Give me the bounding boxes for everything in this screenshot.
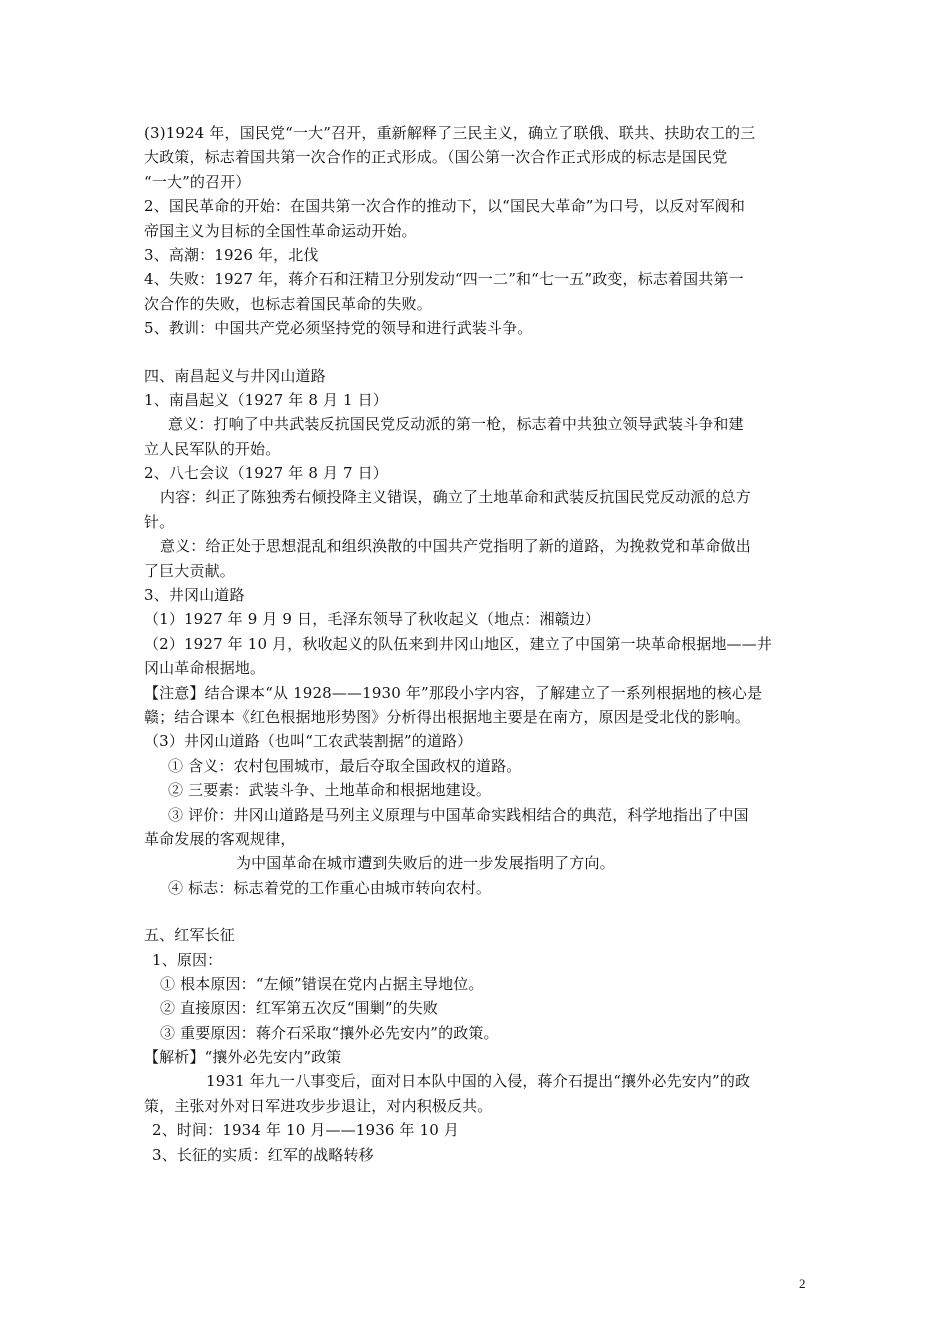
- text-line: 大政策，标志着国共第一次合作的正式形成。（国公第一次合作正式形成的标志是国民党: [144, 148, 728, 167]
- text-line: （1）1927 年 9 月 9 日，毛泽东领导了秋收起义（地点：湘赣边）: [144, 610, 601, 629]
- text-line: ① 根本原因：“左倾”错误在党内占据主导地位。: [160, 974, 484, 993]
- text-line: 2、八七会议（1927 年 8 月 7 日）: [144, 464, 388, 483]
- text-line: ③ 重要原因：蒋介石采取“攘外必先安内”的政策。: [160, 1023, 499, 1042]
- text-line: 4、失败：1927 年，蒋介石和汪精卫分别发动“四一二”和“七一五”政变，标志着国共第一: [144, 270, 744, 289]
- text-line: 策，主张对外对日军进攻步步退让，对内积极反共。: [144, 1096, 493, 1115]
- text-line: 次合作的失败，也标志着国民革命的失败。: [144, 294, 432, 313]
- text-line: 内容：纠正了陈独秀右倾投降主义错误，确立了土地革命和武装反抗国民党反动派的总方: [160, 488, 751, 507]
- text-line: (3)1924 年，国民党“一大”召开，重新解释了三民主义，确立了联俄、联共、扶助农工的三: [144, 124, 756, 142]
- text-line: 革命发展的客观规律，: [144, 829, 296, 848]
- text-line: 3、高潮：1926 年，北伐: [144, 245, 319, 264]
- text-line: ④ 标志：标志着党的工作重心由城市转向农村。: [168, 878, 492, 897]
- text-line: “一大”的召开）: [144, 172, 251, 191]
- text-line: （2）1927 年 10 月，秋收起义的队伍来到井冈山地区，建立了中国第一块革命根据地——井: [144, 634, 773, 653]
- page-number: 2: [799, 1276, 806, 1291]
- text-line: ① 含义：农村包围城市，最后夺取全国政权的道路。: [168, 756, 522, 775]
- section-heading-five: 五、红军长征: [144, 926, 235, 945]
- text-line: 1931 年九一八事变后，面对日本队中国的入侵，蒋介石提出“攘外必先安内”的政: [206, 1072, 751, 1091]
- text-line: （3）井冈山道路（也叫“工农武装割据”的道路）: [144, 732, 473, 751]
- text-line: 赣；结合课本《红色根据地形势图》分析得出根据地主要是在南方，原因是受北伐的影响。: [144, 707, 751, 726]
- text-line: 意义：打响了中共武装反抗国民党反动派的第一枪，标志着中共独立领导武装斗争和建: [168, 415, 744, 434]
- text-line: 2、国民革命的开始：在国共第一次合作的推动下，以“国民大革命”为口号，以反对军阀和: [144, 197, 746, 216]
- text-line: 3、长征的实质：红军的战略转移: [152, 1145, 374, 1164]
- text-line: 立人民军队的开始。: [144, 439, 281, 458]
- analysis-line: 【解析】“攘外必先安内”政策: [144, 1048, 342, 1067]
- blank-line: [144, 341, 812, 364]
- text-line: 帝国主义为目标的全国性革命运动开始。: [144, 221, 417, 240]
- text-line: ③ 评价：井冈山道路是马列主义原理与中国革命实践相结合的典范，科学地指出了中国: [168, 805, 749, 824]
- text-line: 针。: [144, 512, 175, 531]
- text-line: 1、南昌起义（1927 年 8 月 1 日）: [144, 390, 388, 409]
- text-line: 意义：给正处于思想混乱和组织涣散的中国共产党指明了新的道路，为挽救党和革命做出: [160, 537, 751, 556]
- text-line: ② 直接原因：红军第五次反“围剿”的失败: [160, 999, 439, 1018]
- note-line: 【注意】结合课本“从 1928——1930 年”那段小字内容，了解建立了一系列根据地的核心是: [144, 683, 763, 702]
- text-line: 5、教训：中国共产党必须坚持党的领导和进行武装斗争。: [144, 319, 533, 338]
- text-line: 1、原因：: [152, 950, 223, 969]
- document-body: [144, 121, 812, 1167]
- text-line: 了巨大贡献。: [144, 561, 235, 580]
- text-line: 为中国革命在城市遭到失败后的进一步发展指明了方向。: [236, 854, 615, 873]
- text-line: 2、时间：1934 年 10 月——1936 年 10 月: [152, 1121, 460, 1140]
- blank-line: [144, 900, 812, 923]
- text-line: 冈山革命根据地。: [144, 659, 266, 678]
- text-line: ② 三要素：武装斗争、土地革命和根据地建设。: [168, 781, 492, 800]
- section-heading-four: 四、南昌起义与井冈山道路: [144, 366, 326, 385]
- text-line: 3、井冈山道路: [144, 586, 245, 605]
